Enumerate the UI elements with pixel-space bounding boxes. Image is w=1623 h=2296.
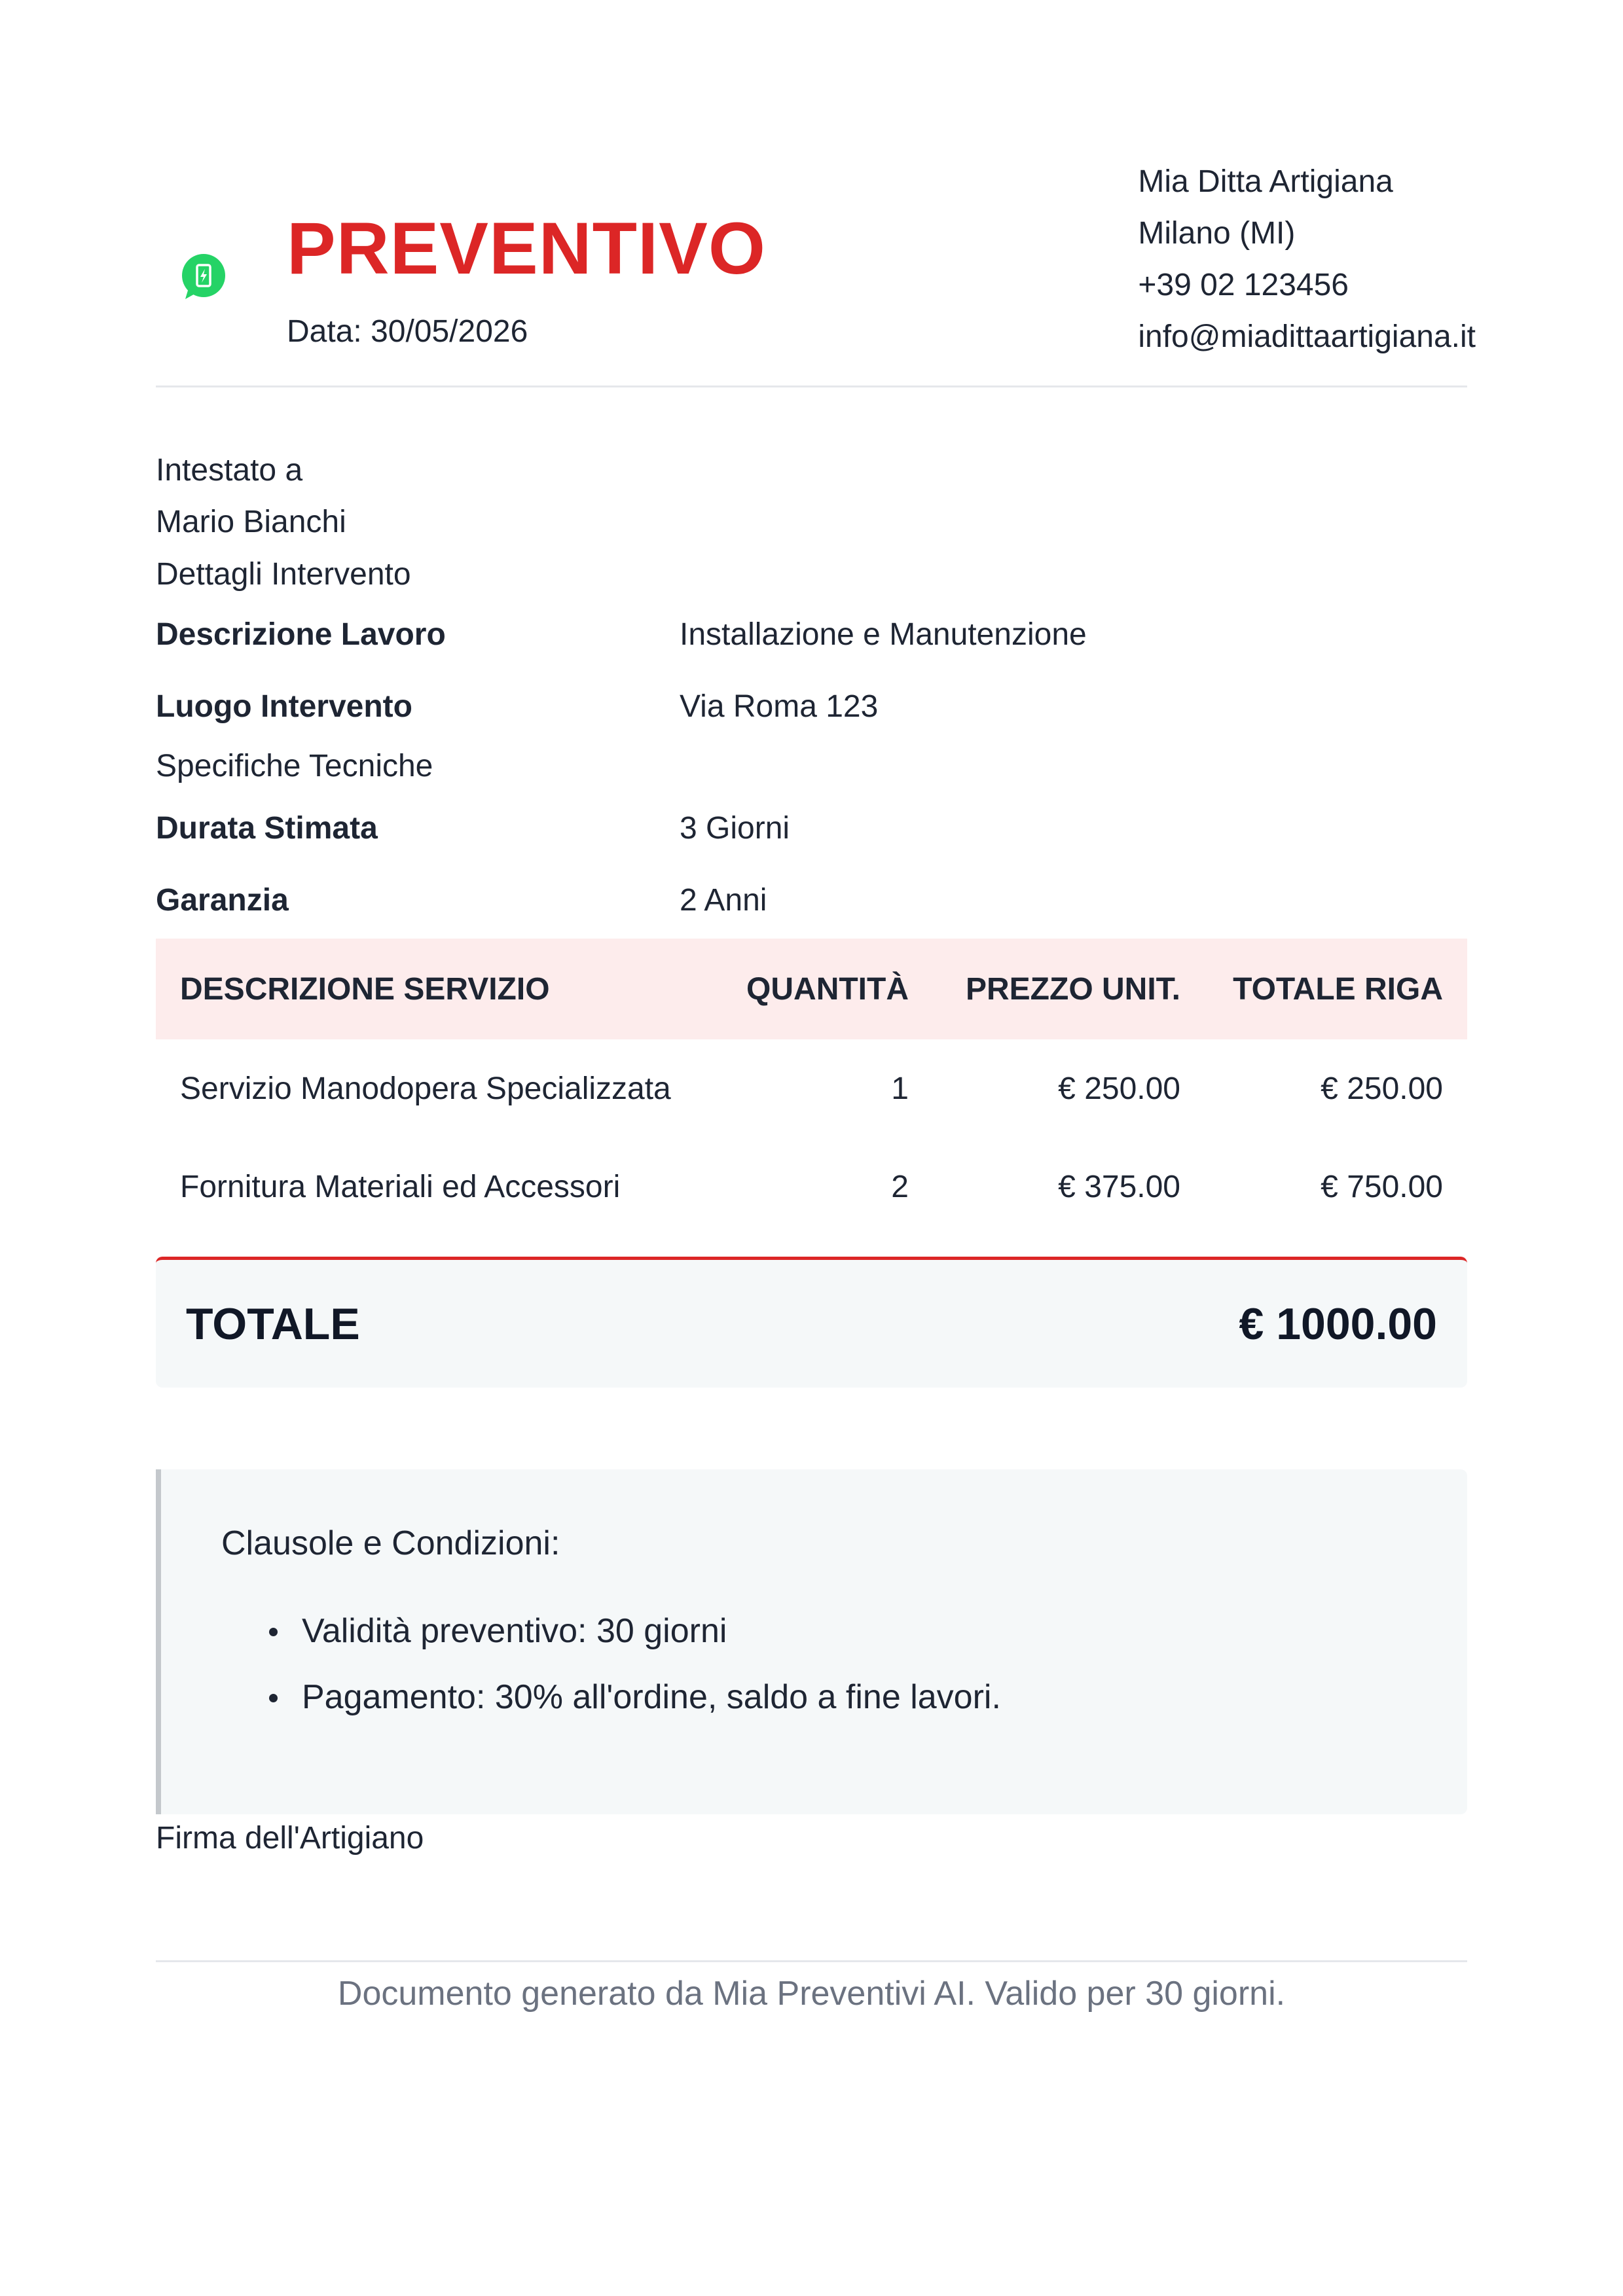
company-phone: +39 02 123456 (1138, 268, 1349, 302)
terms-title: Clausole e Condizioni: (221, 1524, 560, 1562)
header-line-total: TOTALE RIGA (1233, 971, 1443, 1007)
footer-divider (156, 1960, 1467, 1962)
company-info (1138, 156, 1476, 363)
row-unit-price: € 250.00 (1058, 1071, 1180, 1106)
header-divider (156, 386, 1467, 387)
warranty-label: Garanzia (156, 883, 289, 918)
row-description: Fornitura Materiali ed Accessori (180, 1169, 621, 1204)
company-city: Milano (MI) (1138, 216, 1296, 251)
whatsapp-bolt-icon (179, 252, 228, 302)
terms-item: Validità preventivo: 30 giorni (302, 1611, 1467, 1651)
header-quantity: QUANTITÀ (746, 971, 909, 1007)
client-heading: Intestato a (156, 453, 303, 488)
company-name: Mia Ditta Artigiana (1138, 164, 1393, 199)
total-value: € 1000.00 (1239, 1299, 1437, 1349)
row-quantity: 2 (891, 1169, 909, 1204)
table-header (156, 939, 1467, 1039)
document-title: PREVENTIVO (287, 207, 766, 289)
row-quantity: 1 (891, 1071, 909, 1106)
row-line-total: € 250.00 (1321, 1071, 1443, 1106)
terms-item: Pagamento: 30% all'ordine, saldo a fine lavori. (302, 1677, 1467, 1717)
header-description: DESCRIZIONE SERVIZIO (180, 971, 550, 1007)
signature-label: Firma dell'Artigiano (156, 1821, 424, 1856)
client-name: Mario Bianchi (156, 505, 346, 539)
job-description-value: Installazione e Manutenzione (680, 617, 1087, 652)
table-row (156, 1039, 1467, 1138)
duration-value: 3 Giorni (680, 811, 790, 846)
warranty-value: 2 Anni (680, 883, 767, 918)
company-email: info@miadittaartigiana.it (1138, 319, 1476, 354)
total-label: TOTALE (186, 1299, 360, 1349)
specs-heading: Specifiche Tecniche (156, 749, 433, 783)
terms-box (156, 1469, 1467, 1814)
location-label: Luogo Intervento (156, 689, 412, 724)
table-row (156, 1138, 1467, 1236)
services-table (156, 939, 1467, 1236)
job-description-label: Descrizione Lavoro (156, 617, 446, 652)
footer-note: Documento generato da Mia Preventivi AI. Valido per 30 giorni. (337, 1975, 1286, 2013)
terms-list (221, 1611, 1467, 1717)
row-description: Servizio Manodopera Specializzata (180, 1071, 671, 1106)
details-heading: Dettagli Intervento (156, 557, 411, 592)
duration-label: Durata Stimata (156, 811, 378, 846)
row-unit-price: € 375.00 (1058, 1169, 1180, 1204)
total-box (156, 1257, 1467, 1388)
document-date: Data: 30/05/2026 (287, 314, 528, 349)
location-value: Via Roma 123 (680, 689, 879, 724)
header-unit-price: PREZZO UNIT. (965, 971, 1180, 1007)
row-line-total: € 750.00 (1321, 1169, 1443, 1204)
